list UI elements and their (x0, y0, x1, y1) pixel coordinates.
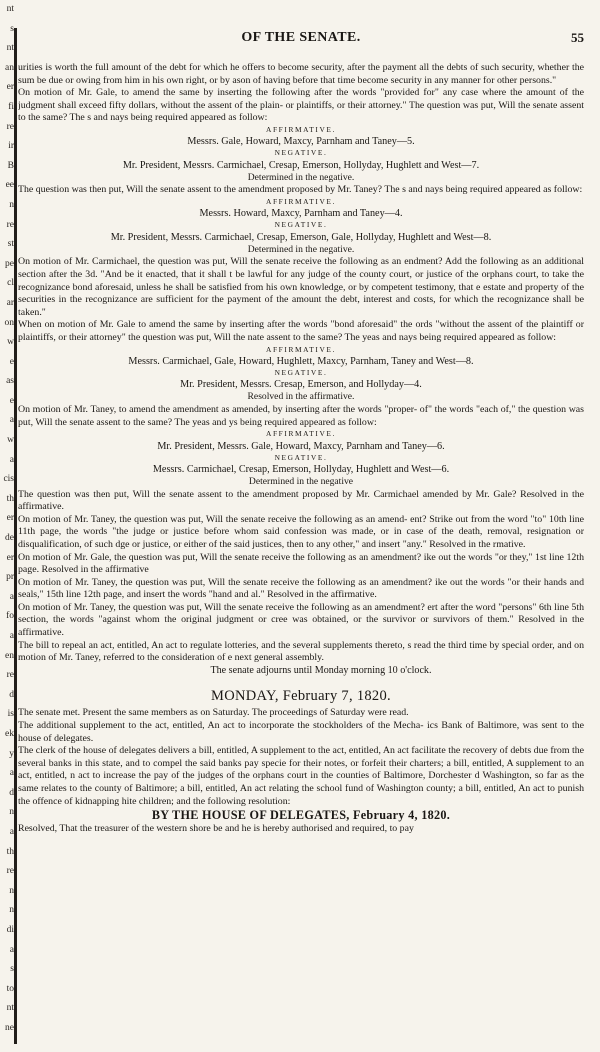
binding-rule (14, 28, 17, 1044)
margin-fragment: st (7, 239, 14, 250)
vote-label: NEGATIVE. (274, 148, 328, 158)
margin-fragment: ek (5, 728, 14, 739)
margin-fragment: cl (7, 278, 14, 289)
vote-names: Mr. President, Messrs. Carmichael, Cresap, Emerson, Gale, Hollyday, Hughlett and West—8. (110, 231, 492, 243)
vote-names: Messrs. Carmichael, Gale, Howard, Hughlett, Maxcy, Parnham, Taney and West—8. (128, 355, 474, 367)
paragraph: The additional supplement to the act, entitled, An act to incorporate the stockholders of the Mecha- ics Bank of Baltimore, was sent to the house of delegates. (18, 720, 584, 744)
paragraph: On motion of Mr. Taney, to amend the amendment as amended, by inserting after the words "proper- of" the words "each of," the question was put, Will the senate assent to the same? The yeas and ys being required appeared as follow: (18, 403, 584, 428)
margin-fragment: nt (6, 1003, 14, 1014)
margin-fragment: th (6, 846, 14, 857)
margin-fragment: de (5, 533, 14, 544)
margin-fragment: a (9, 768, 14, 779)
margin-fragment: ir (8, 141, 14, 152)
vote-label: NEGATIVE. (274, 220, 328, 230)
vote-label: AFFIRMATIVE. (266, 124, 336, 134)
margin-fragment: re (6, 670, 14, 681)
vote-names: Messrs. Gale, Howard, Maxcy, Parnham and Taney—5. (187, 136, 415, 148)
paragraph: When on motion of Mr. Gale to amend the same by inserting after the words "bond aforesaid" the ords "without the assent of the plaintiff or plaintiffs, or their attorney" the question was put, Will the nate assent to the same? The yeas and nays being required appeared as follow: (18, 319, 584, 343)
margin-fragment: en (5, 650, 14, 661)
left-margin-fragments (0, 0, 14, 1052)
paragraph: The question was then put, Will the senate assent to the amendment proposed by Mr. Taney? The s and nays being required appeared as follow: (18, 184, 583, 196)
margin-fragment: a (9, 826, 14, 837)
paragraph: The bill to repeal an act, entitled, An act to regulate lotteries, and the several supplements thereto, s read the third time by special order, and on motion of Mr. Taney, referred to the consideration of e next general assembly. (18, 639, 584, 664)
page-body (18, 30, 584, 1048)
margin-fragment: to (6, 983, 14, 994)
margin-fragment: ne (5, 1022, 14, 1033)
margin-fragment: n (9, 905, 14, 916)
paragraph: The clerk of the house of delegates delivers a bill, entitled, A supplement to the act, entitled, An act facilitate the recovery of debts due from the several banks in this state, and to compel the said banks pay specie for their notes, or forfeit their charters; a bill, entitled, A supplement to an act, entitled, n act to increase the pay of the judges of the orphans court in the counties of Baltimore, Dorchester d Washington, so far as the same relates to the county of Baltimore; a bill, entitled, An act relating the school fund of Washington county; a bill, entitled, An act to punish the offence of kidnapping hite children; and the following resolution: (18, 745, 584, 807)
paragraph: On motion of Mr. Taney, the question was put, Will the senate receive the following as an amendment? ert after the word "persons" 6th line 5th section, the words "against whom the original judgment or cree was obtained, or the survivor or survivors of them." Resolved in the affirmative. (18, 601, 584, 639)
paragraph: The senate met. Present the same members as on Saturday. The proceedings of Saturday were read. (18, 707, 409, 719)
session-date: MONDAY, February 7, 1820. (211, 688, 391, 705)
margin-fragment: di (6, 924, 14, 935)
margin-fragment: a (9, 591, 14, 602)
paragraph: On motion of Mr. Carmichael, the question was put, Will the senate receive the following as an endment? Add the following as an additional section after the 3d. "And be it enacted, that it shall t be lawful for any judge of the county court, or justice of the orphans court, to take the recognizance bond aforesaid, unless he shall be satisfied from his own knowledge, or by competent testimony, that e estate and property of the securities in the recognizance are sufficient for the payment of the amount the debt, interest and costs, for which the recognizance shall be taken." (18, 256, 584, 318)
vote-names: Mr. President, Messrs. Gale, Howard, Maxcy, Parnham and Taney—6. (157, 440, 445, 452)
margin-fragment: e (9, 395, 14, 406)
adjournment-line: The senate adjourns until Monday morning 10 o'clock. (210, 664, 432, 676)
margin-fragment: n (9, 885, 14, 896)
paragraph: The question was then put, Will the senate assent to the amendment proposed by Mr. Carmichael amended by Mr. Gale? Resolved in the affirmative. (18, 488, 584, 513)
margin-fragment: re (6, 121, 14, 132)
margin-fragment: pe (5, 258, 14, 269)
vote-result: Determined in the negative. (247, 243, 355, 255)
margin-fragment: B (7, 160, 14, 171)
margin-fragment: re (6, 219, 14, 230)
margin-fragment: a (9, 454, 14, 465)
margin-fragment: nt (6, 43, 14, 54)
vote-label: AFFIRMATIVE. (266, 196, 336, 206)
margin-fragment: a (9, 631, 14, 641)
page-number: 55 (571, 30, 584, 45)
paragraph: Resolved, That the treasurer of the western shore be and he is hereby authorised and required, to pay (18, 823, 414, 835)
margin-fragment: ar (6, 297, 14, 308)
margin-fragment: d (9, 689, 14, 700)
margin-fragment: as (6, 376, 14, 387)
margin-fragment: pr (6, 572, 14, 583)
vote-label: AFFIRMATIVE. (266, 429, 336, 439)
vote-names: Mr. President, Messrs. Cresap, Emerson, and Hollyday—4. (180, 379, 422, 391)
margin-fragment: er (6, 552, 14, 563)
vote-result: Determined in the negative. (247, 171, 355, 183)
margin-fragment: d (9, 787, 14, 798)
journal-text (18, 62, 584, 836)
paragraph: urities is worth the full amount of the debt for which he offers to become security, after the payment all the debts of such security, whether the sum be due or owing from him in his own right, or by ason of having before that time become security in any manner for other persons." (18, 62, 584, 86)
margin-fragment: er (6, 513, 14, 524)
page-title: OF THE SENATE. (241, 30, 361, 45)
vote-result: Resolved in the affirmative. (247, 391, 355, 403)
margin-fragment: an (5, 62, 14, 73)
vote-label: NEGATIVE. (274, 452, 328, 462)
margin-fragment: fi (8, 101, 14, 112)
margin-fragment: a (9, 944, 14, 955)
margin-fragment: ee (5, 180, 14, 191)
resolution-heading: BY THE HOUSE OF DELEGATES, February 4, 1820. (151, 808, 451, 823)
margin-fragment: n (9, 807, 14, 818)
margin-fragment: re (6, 866, 14, 877)
margin-fragment: on (4, 317, 14, 328)
margin-fragment: s (10, 964, 14, 975)
paragraph: On motion of Mr. Taney, the question was put, Will the senate receive the following as an amendment? ike out the words "or their hands and seals," 15th line 12th page, and insert the words "hand and al." Resolved in the affirmative. (18, 576, 584, 601)
margin-fragment: th (6, 493, 14, 504)
margin-fragment: y (9, 748, 14, 759)
vote-label: NEGATIVE. (274, 367, 328, 377)
vote-result: Determined in the negative (248, 475, 354, 487)
margin-fragment: cis (3, 474, 14, 485)
margin-fragment: e (9, 356, 14, 367)
paragraph: On motion of Mr. Gale, the question was put, Will the senate receive the following as an amendment? ike out the words "or they," 1st line 12th page. Resolved in the affirmative (18, 551, 584, 576)
vote-label: AFFIRMATIVE. (266, 344, 336, 354)
vote-names: Messrs. Howard, Maxcy, Parnham and Taney—4. (199, 208, 403, 220)
margin-fragment: a (9, 415, 14, 426)
margin-fragment: w (7, 337, 14, 348)
margin-fragment: s (10, 23, 14, 34)
paragraph: On motion of Mr. Gale, to amend the same by inserting the following after the words "provided for" any case where the amount of the judgment shall exceed fifty dollars, without the assent of the plain- or plaintiffs, or their attorney." The question was put, Will the senate assent to the same? The s and nays being required appeared as follow: (18, 87, 584, 124)
vote-names: Messrs. Carmichael, Cresap, Emerson, Hollyday, Hughlett and West—6. (152, 463, 450, 475)
margin-fragment: nt (6, 4, 14, 14)
margin-fragment: is (7, 709, 14, 720)
margin-fragment: fo (6, 611, 14, 622)
margin-fragment: er (6, 82, 14, 93)
margin-fragment: w (7, 435, 14, 446)
paragraph: On motion of Mr. Taney, the question was put, Will the senate receive the following as an amend- ent? Strike out from the word "to" 10th line 11th page, the words "the judge or justice before whom said confession was made, or in case of the death, removal, resignation or disqualification, of such dge or justice, or either of the said justices, then to any other," and insert "any." Resolved in the rmative. (18, 513, 584, 550)
vote-names: Mr. President, Messrs. Carmichael, Cresap, Emerson, Hollyday, Hughlett and West—7. (122, 159, 480, 171)
margin-fragment: n (9, 199, 14, 210)
